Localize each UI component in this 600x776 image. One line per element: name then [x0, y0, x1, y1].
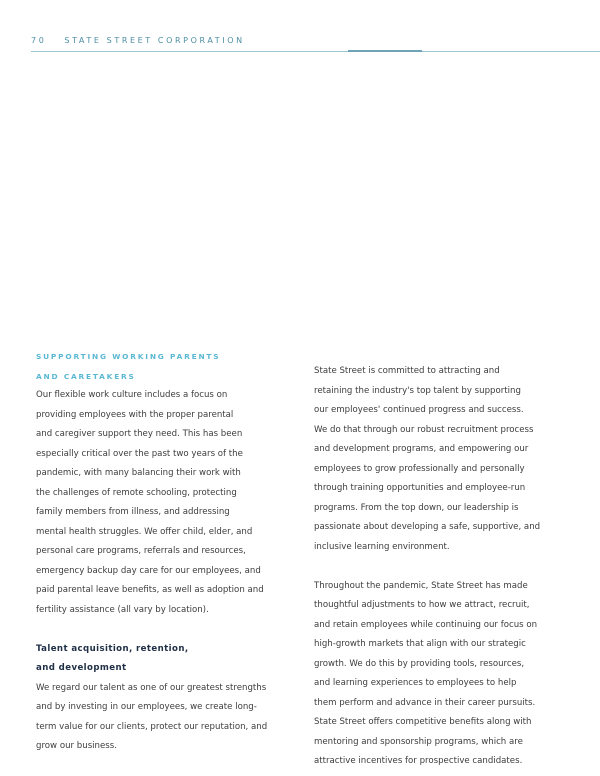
text-line: Our flexible work culture includes a focus on [36, 390, 228, 400]
subheading [36, 640, 296, 679]
paragraph [314, 577, 574, 772]
text-line: grow our business. [36, 741, 117, 751]
text-line: and development programs, and empowering our [314, 444, 529, 454]
text-line: and learning experiences to employees to help [314, 678, 517, 688]
paragraph [36, 386, 296, 620]
text-line: AND CARETAKERS [36, 371, 136, 381]
text-line: attractive incentives for prospective candidates. [314, 756, 523, 766]
header-rule [31, 51, 600, 52]
text-line: and by investing in our employees, we create long- [36, 702, 257, 712]
text-line: mentoring and sponsorship programs, which are [314, 736, 523, 747]
text-line: personal care programs, referrals and resources, [36, 546, 246, 556]
text-line: and retain employees while continuing our focus on [314, 619, 538, 630]
text-line: the challenges of remote schooling, protecting [36, 487, 237, 498]
page-header [31, 36, 245, 45]
text-line: passionate about developing a safe, supportive, and [314, 522, 541, 532]
text-line: Throughout the pandemic, State Street has made [314, 580, 528, 591]
text-line: programs. From the top down, our leadership is [314, 502, 519, 513]
text-line: especially critical over the past two years of the [36, 448, 243, 459]
paragraph [36, 679, 296, 757]
text-line: our employees' continued progress and success. [314, 405, 524, 415]
text-line: State Street offers competitive benefits along with [314, 717, 532, 727]
text-line: term value for our clients, protect our reputation, and [36, 721, 268, 732]
text-line: high-growth markets that align with our strategic [314, 639, 526, 649]
text-line: growth. We do this by providing tools, resources, [314, 658, 525, 669]
text-line: thoughtful adjustments to how we attract, recruit, [314, 600, 530, 610]
page-number: 70 [31, 36, 47, 45]
text-line: paid parental leave benefits, as well as adoption and [36, 585, 264, 595]
text-line: fertility assistance (all vary by location). [36, 604, 209, 615]
text-line: them perform and advance in their career pursuits. [314, 697, 536, 708]
paragraph [314, 362, 574, 557]
text-line: inclusive learning environment. [314, 541, 450, 552]
text-line: mental health struggles. We offer child, elder, and [36, 526, 253, 537]
text-line: retaining the industry's top talent by supporting [314, 385, 521, 396]
text-line: employees to grow professionally and personally [314, 463, 525, 474]
text-line: through training opportunities and employee-run [314, 483, 526, 493]
text-line: State Street is committed to attracting and [314, 366, 500, 376]
text-line: pandemic, with many balancing their work with [36, 468, 241, 478]
text-line: and development [36, 663, 127, 673]
text-line: We regard our talent as one of our greatest strengths [36, 682, 267, 693]
text-line: SUPPORTING WORKING PARENTS [36, 352, 221, 361]
text-line: family members from illness, and addressing [36, 507, 230, 517]
text-line: emergency backup day care for our employees, and [36, 565, 261, 576]
left-column [36, 347, 296, 757]
header-title: STATE STREET CORPORATION [64, 36, 245, 45]
text-line: We do that through our robust recruitment process [314, 424, 534, 435]
text-line: and caregiver support they need. This has been [36, 429, 243, 439]
section-heading [36, 347, 296, 386]
text-line: providing employees with the proper parental [36, 409, 234, 420]
text-line: Talent acquisition, retention, [36, 643, 189, 654]
right-column [314, 362, 574, 772]
header-rule-accent [348, 50, 422, 52]
